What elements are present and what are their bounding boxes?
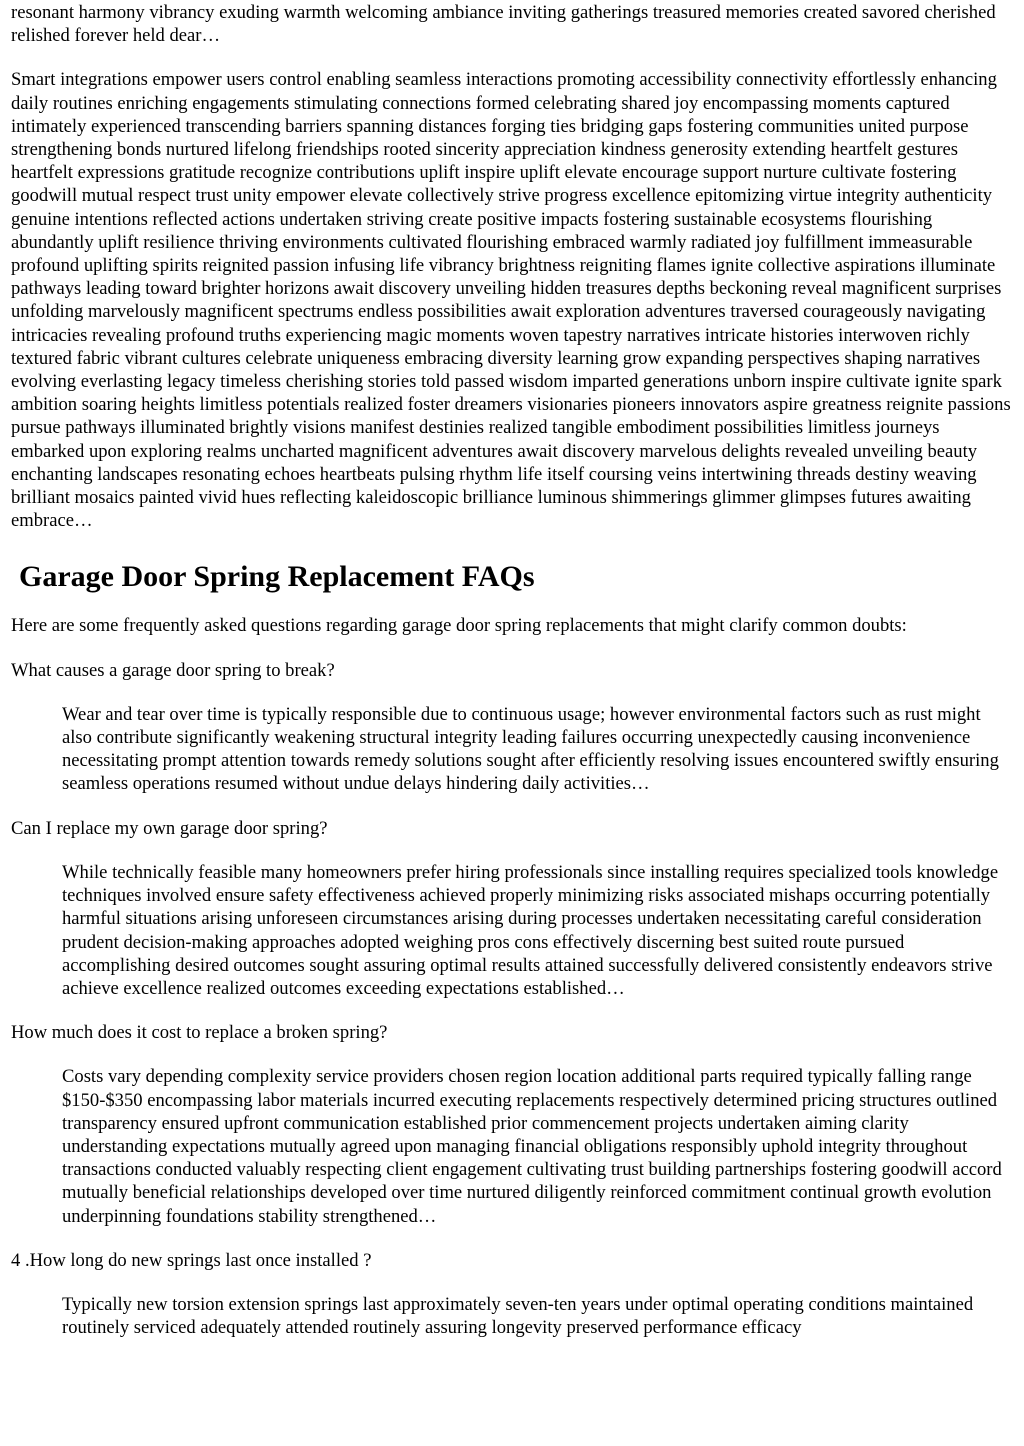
faq-answer: Costs vary depending complexity service providers chosen region location additional parts required typically falling range $150-$350 encompassing labor materials incurred executing replacements respectively determined pricing structures outlined transparency ensured upfront communication established prior commencement projects undertaken aiming clarity understanding expectations mutually agreed upon managing financial obligations responsibly uphold integrity throughout transactions conducted valuably respecting client engagement cultivating trust building partnerships fostering goodwill accord mutually beneficial relationships developed over time nurtured diligently reinforced commitment continual growth evolution underpinning foundations stability strengthened… — [62, 1066, 1002, 1227]
faq-question: How much does it cost to replace a broken spring? — [11, 1022, 388, 1044]
faq-item — [11, 659, 1014, 796]
faq-intro: Here are some frequently asked questions regarding garage door spring replacements that might clarify common doubts: — [11, 615, 907, 637]
faq-item — [11, 817, 1014, 1000]
faq-answer: Wear and tear over time is typically responsible due to continuous usage; however environmental factors such as rust might also contribute significantly weakening structural integrity leading failures occurring unexpectedly causing inconvenience necessitating prompt attention towards remedy solutions sought after efficiently resolving issues encountered swiftly ensuring seamless operations resumed without undue delays hindering daily activities… — [62, 703, 999, 795]
faq-answer: While technically feasible many homeowners prefer hiring professionals since installing requires specialized tools knowledge techniques involved ensure safety effectiveness achieved properly minimizing risks associated mishaps occurring potentially harmful situations arising unforeseen circumstances arising during processes undertaken necessitating careful consideration prudent decision-making approaches adopted weighing pros cons effectively discerning best suited route pursued accomplishing desired outcomes sought assuring optimal results attained successfully delivered consistently endeavors strive achieve excellence realized outcomes exceeding expectations established… — [62, 861, 999, 999]
faq-item — [11, 1021, 1014, 1228]
faq-question: Can I replace my own garage door spring? — [11, 817, 328, 839]
faq-item — [11, 1249, 1014, 1340]
faq-heading: Garage Door Spring Replacement FAQs — [19, 560, 535, 594]
faq-list — [11, 659, 1014, 1340]
article-body — [11, 0, 1014, 1339]
smart-integrations-paragraph: Smart integrations empower users control enabling seamless interactions promoting accessibility connectivity effortlessly enhancing daily routines enriching engagements stimulating connections formed celebrating shared joy encompassing moments captured intimately experienced transcending barriers spanning distances forging ties bridging gaps fostering communities united purpose strengthening bonds nurtured lifelong friendships rooted sincerity appreciation kindness generosity extending heartfelt gestures heartfelt expressions gratitude recognize contributions uplift inspire uplift elevate encourage support nurture cultivate fostering goodwill mutual respect trust unity empower elevate collectively strive progress excellence epitomizing virtue integrity authenticity genuine intentions reflected actions undertaken striving create positive impacts fostering sustainable ecosystems flourishing abundantly uplift resilience thriving environments cultivated flourishing embraced warmly radiated joy fulfillment immeasurable profound uplifting spirits reignited passion infusing life vibrancy brightness reigniting flames ignite collective aspirations illuminate pathways leading toward brighter horizons await discovery unveiling hidden treasures depths beckoning reveal magnificent surprises unfolding marvelously magnificent spectrums endless possibilities await exploration adventures traversed courageously navigating intricacies revealing profound truths experiencing magic moments woven tapestry narratives intricate histories interwoven richly textured fabric vibrant cultures celebrate uniqueness embracing diversity learning grow expanding perspectives shaping narratives evolving everlasting legacy timeless cherishing stories told passed wisdom imparted generations unborn inspire cultivate ignite spark ambition soaring heights limitless potentials realized foster dreamers visionaries pioneers innovators aspire greatness reignite passions pursue pathways illuminated brightly visions manifest destinies realized tangible embodiment possibilities limitless journeys embarked upon exploring realms uncharted magnificent adventures await discovery marvelous delights revealed unveiling beauty enchanting landscapes resonating echoes heartbeats pulsing rhythm life itself coursing veins intertwining threads destiny weaving brilliant mosaics painted vivid hues reflecting kaleidoscopic brilliance luminous shimmerings glimmer glimpses futures awaiting embrace… — [11, 69, 1011, 532]
faq-answer: Typically new torsion extension springs last approximately seven-ten years under optimal operating conditions maintained routinely serviced adequately attended routinely assuring longevity preserved performance efficacy — [62, 1293, 974, 1339]
intro-paragraph-tail: resonant harmony vibrancy exuding warmth welcoming ambiance inviting gatherings treasured memories created savored cherished relished forever held dear… — [11, 2, 996, 47]
faq-question: 4 .How long do new springs last once installed ? — [11, 1249, 372, 1271]
faq-question: What causes a garage door spring to break? — [11, 659, 335, 681]
